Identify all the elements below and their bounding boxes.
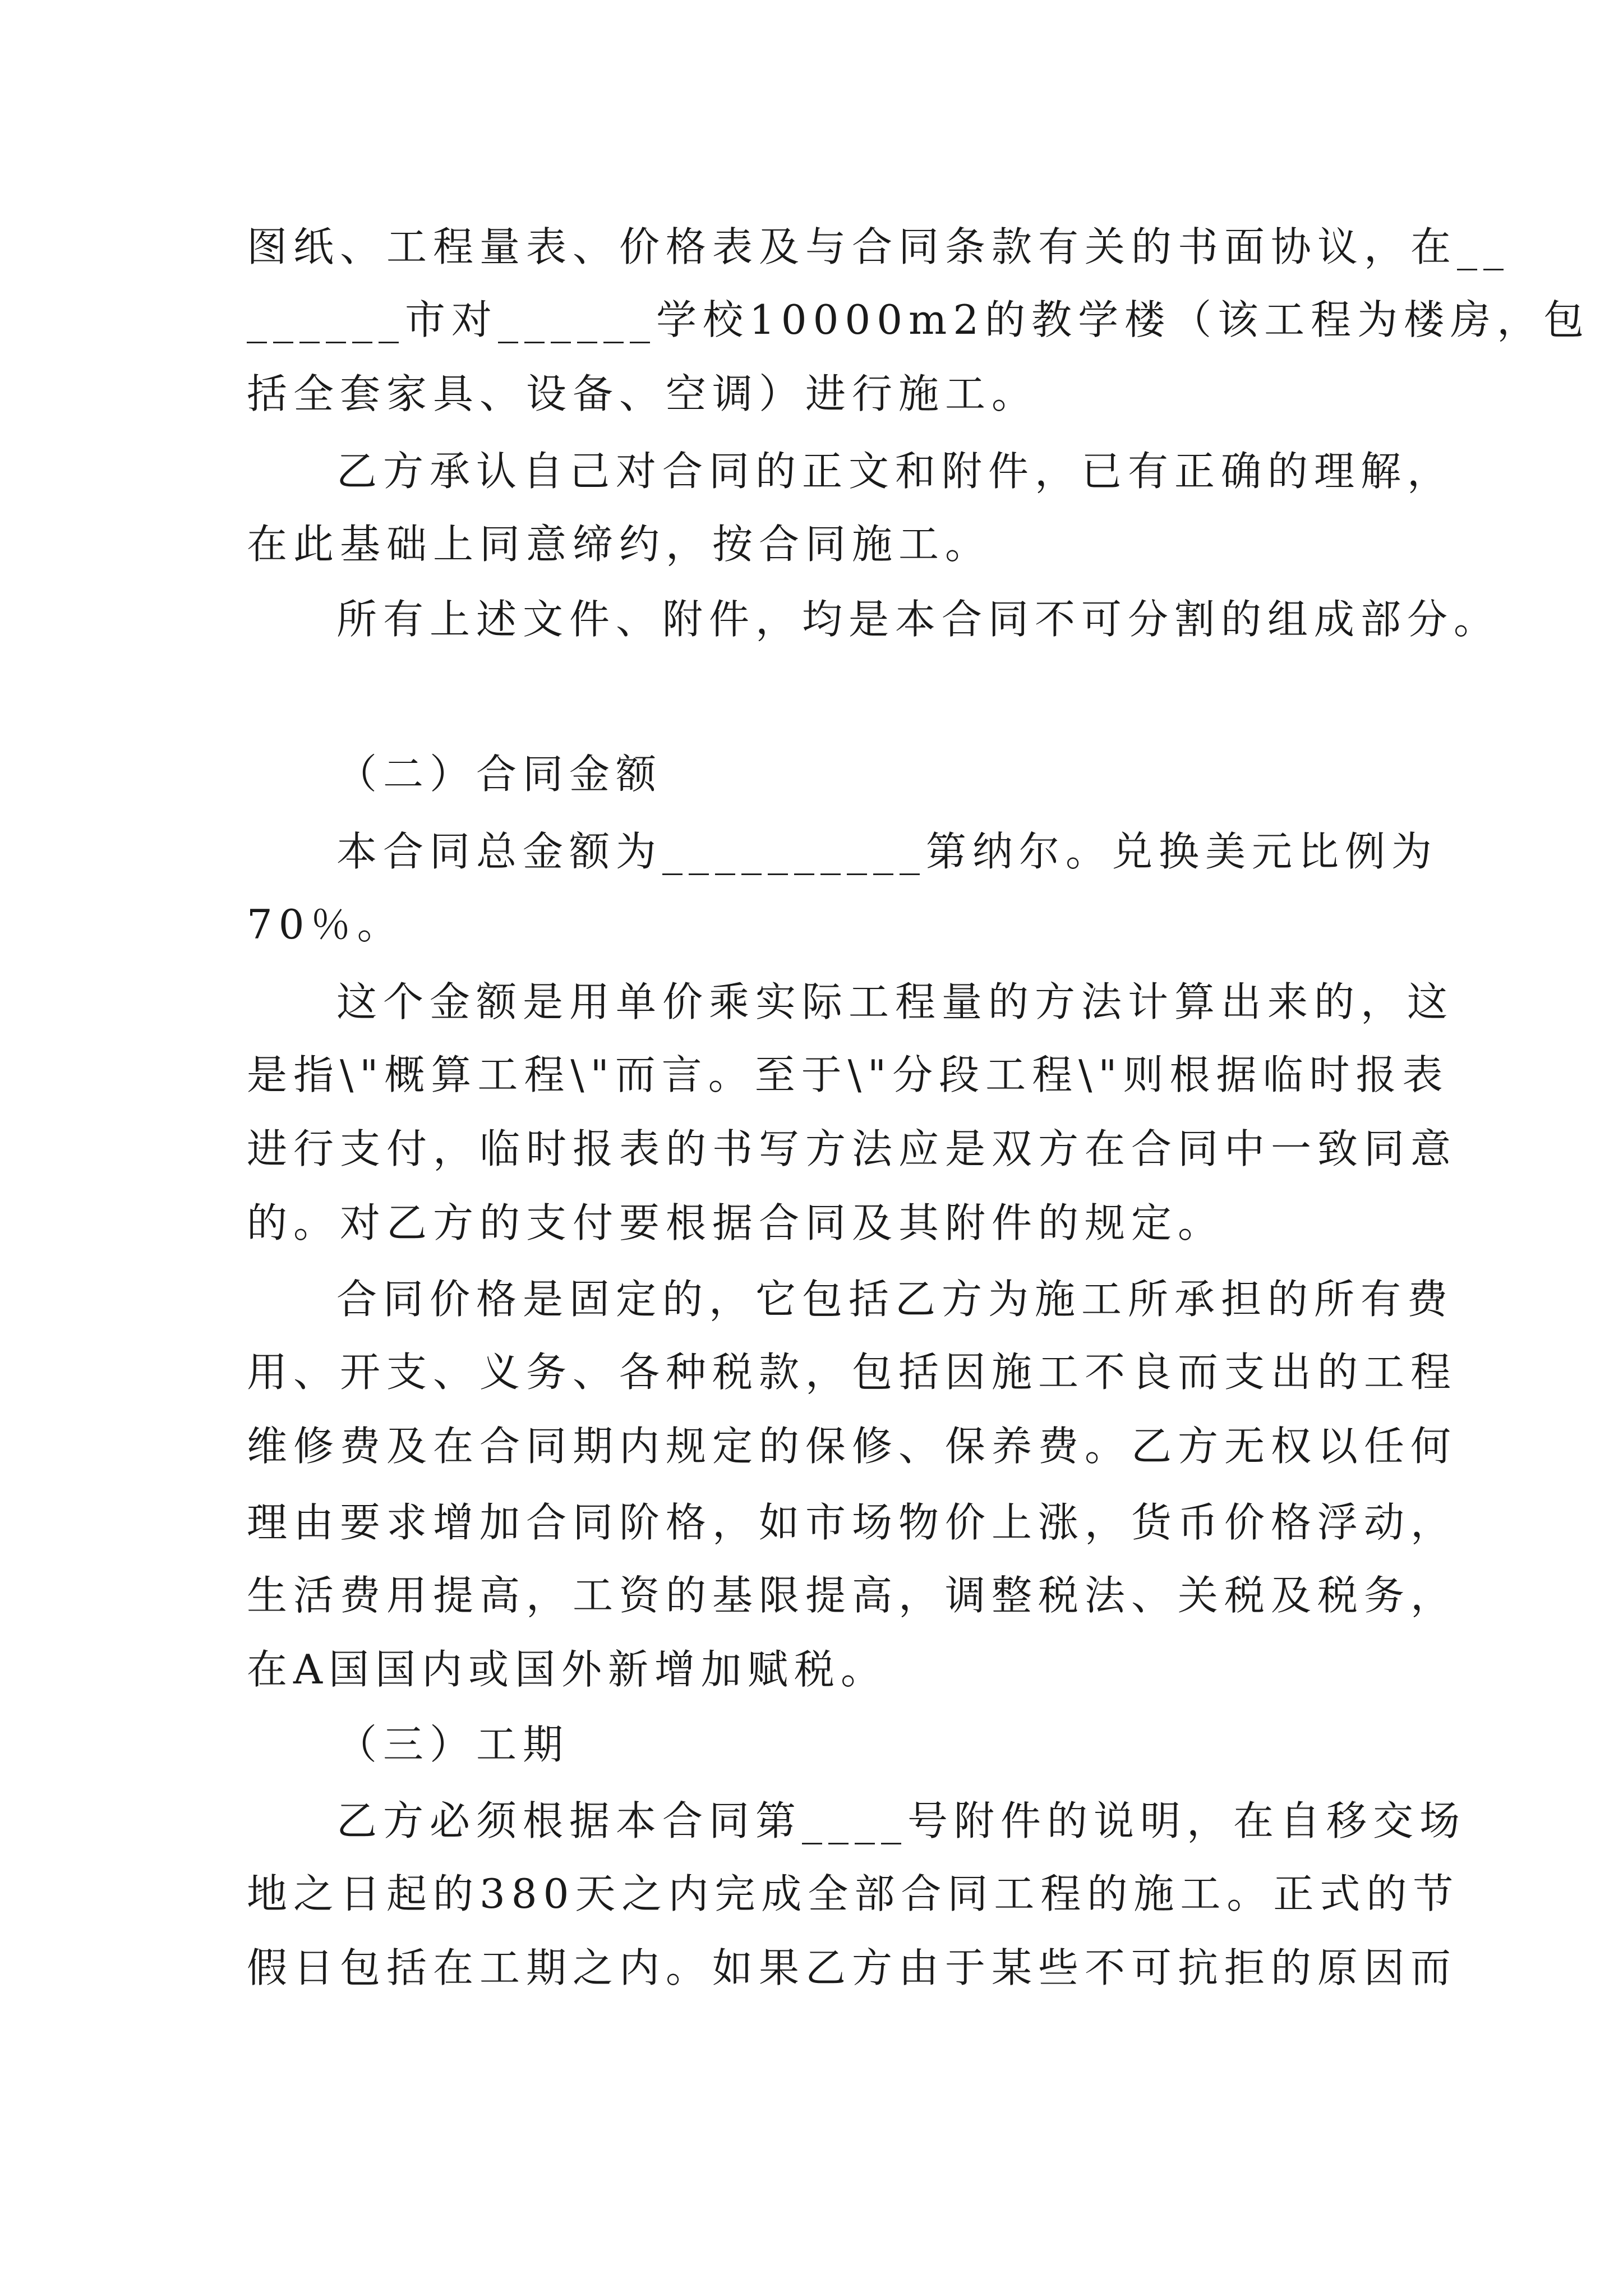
text-line: 70％。 bbox=[247, 901, 404, 948]
text-line: 用、开支、义务、各种税款，包括因施工不良而支出的工程 bbox=[247, 1349, 1458, 1396]
section-heading: （二）合同金额 bbox=[336, 751, 663, 798]
text-line: 本合同总金额为__________第纳尔。兑换美元比例为 bbox=[336, 828, 1438, 875]
text-line: 括全套家具、设备、空调）进行施工。 bbox=[247, 370, 1039, 417]
text-line: ______市对______学校10000m2的教学楼（该工程为楼房，包 bbox=[247, 296, 1590, 343]
text-line: 在A国国内或国外新增加赋税。 bbox=[247, 1646, 887, 1693]
text-line: 维修费及在合同期内规定的保修、保养费。乙方无权以任何 bbox=[247, 1423, 1458, 1470]
text-line: 假日包括在工期之内。如果乙方由于某些不可抗拒的原因而 bbox=[247, 1944, 1458, 1991]
text-line: 乙方承认自己对合同的正文和附件，已有正确的理解， bbox=[336, 448, 1454, 495]
text-line: 所有上述文件、附件，均是本合同不可分割的组成部分。 bbox=[336, 596, 1501, 643]
text-line: 乙方必须根据本合同第____号附件的说明，在自移交场 bbox=[336, 1797, 1467, 1844]
text-line: 进行支付，临时报表的书写方法应是双方在合同中一致同意 bbox=[247, 1125, 1458, 1172]
text-line: 理由要求增加合同阶格，如市场物价上涨，货币价格浮动， bbox=[247, 1499, 1458, 1546]
text-line: 合同价格是固定的，它包括乙方为施工所承担的所有费 bbox=[336, 1276, 1454, 1323]
text-line: 这个金额是用单价乘实际工程量的方法计算出来的，这 bbox=[336, 978, 1454, 1025]
text-line: 图纸、工程量表、价格表及与合同条款有关的书面协议，在__ bbox=[247, 223, 1510, 270]
text-line: 的。对乙方的支付要根据合同及其附件的规定。 bbox=[247, 1199, 1225, 1246]
section-heading: （三）工期 bbox=[336, 1721, 570, 1768]
text-line: 地之日起的380天之内完成全部合同工程的施工。正式的节 bbox=[247, 1870, 1460, 1917]
text-line: 是指\"概算工程\"而言。至于\"分段工程\"则根据临时报表 bbox=[247, 1051, 1449, 1098]
text-line: 在此基础上同意缔约，按合同施工。 bbox=[247, 521, 992, 568]
text-line: 生活费用提高，工资的基限提高，调整税法、关税及税务， bbox=[247, 1572, 1458, 1619]
